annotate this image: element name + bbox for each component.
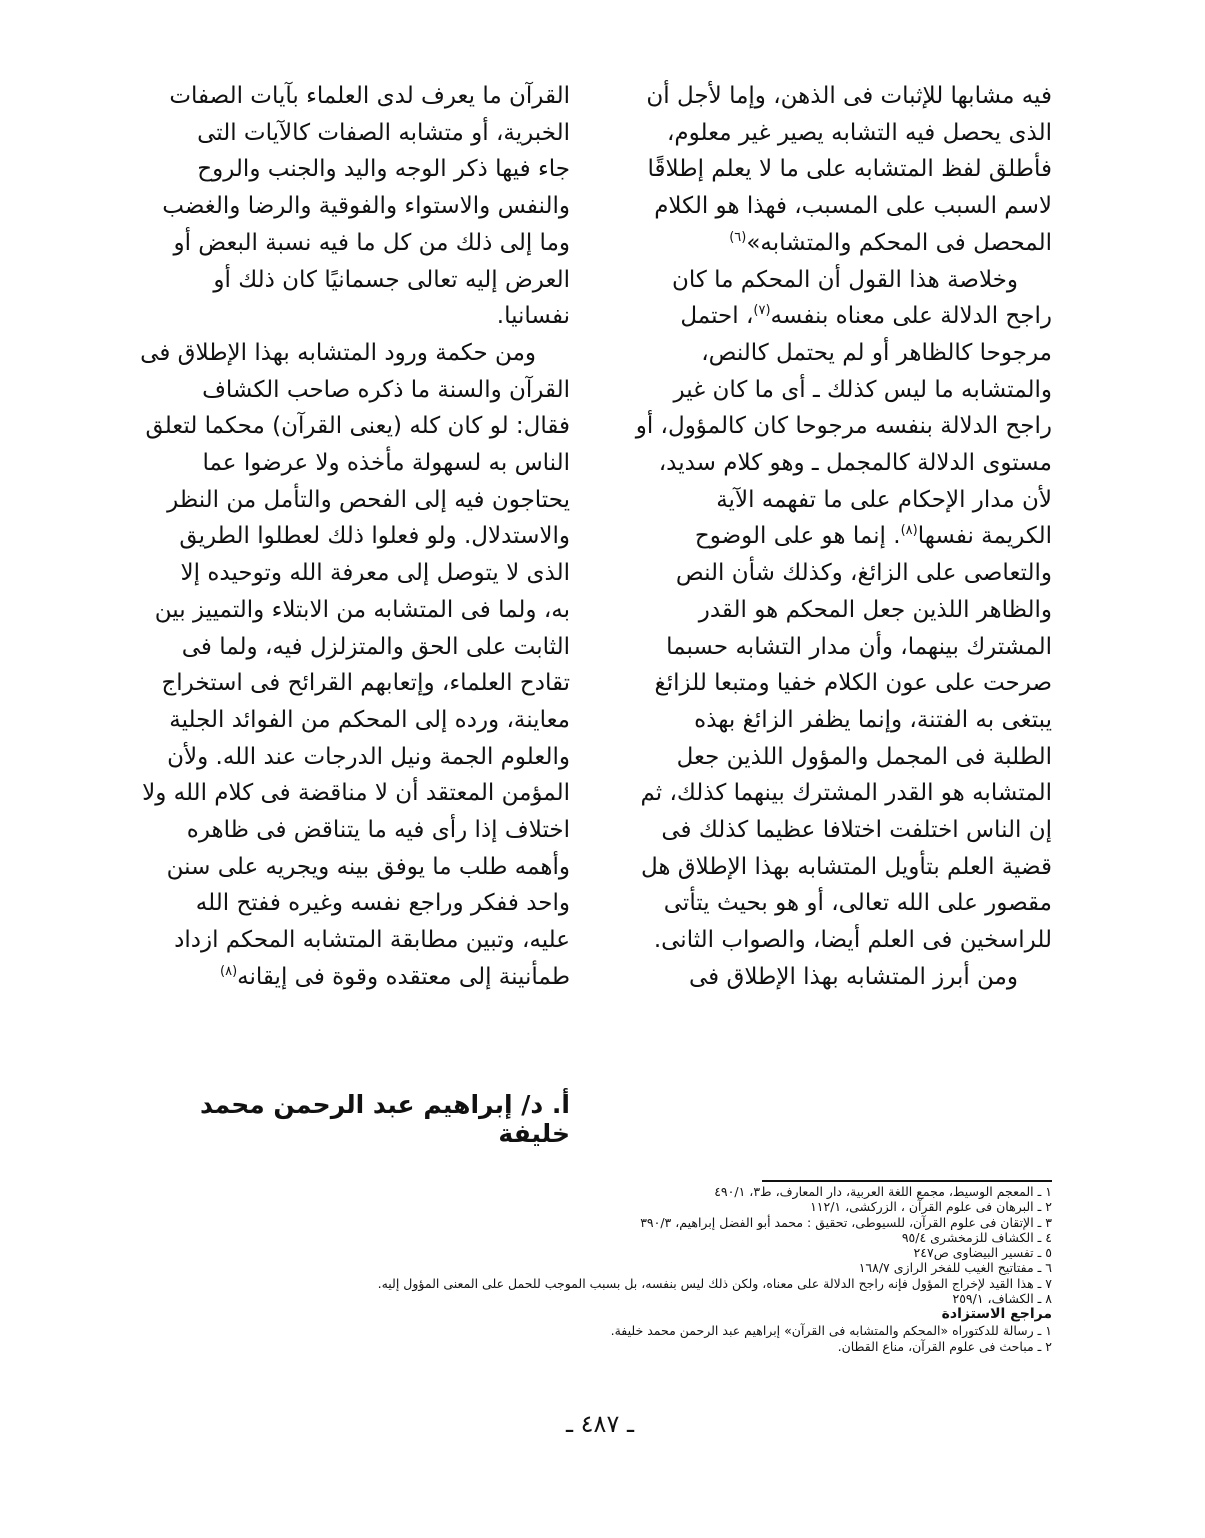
text-line — [612, 298, 1052, 335]
text-line: الثابت على الحق والمتزلزل فيه، ولما فى — [181, 633, 570, 660]
text-line: والمتشابه ما ليس كذلك ـ أى ما كان غير — [673, 376, 1052, 403]
footnote-item: ٧ ـ هذا القيد لإخراج المؤول فإنه راجح الدلالة على معناه، ولكن ذلك ليس بنفسه، بل بسبب الموجب للحمل على المعنى المؤول إليه. — [377, 1275, 1052, 1291]
further-reading-item: ٢ ـ مباحث فى علوم القرآن، مناع القطان. — [837, 1338, 1052, 1354]
text-line: به، ولما فى المتشابه من الابتلاء والتمييز بين — [154, 596, 570, 623]
paragraph-start: ومن أبرز المتشابه بهذا الإطلاق فى — [689, 963, 1018, 990]
text-line — [140, 959, 570, 996]
text-line: نفسانيا. — [496, 303, 570, 330]
paragraph-start: ومن حكمة ورود المتشابه بهذا الإطلاق فى — [140, 339, 536, 366]
further-reading-heading: مراجع الاستزادة — [941, 1306, 1052, 1323]
footnote-ref[interactable]: (٦) — [729, 229, 747, 245]
text-line: لاسم السبب على المسبب، فهذا هو الكلام — [654, 193, 1052, 220]
text-line: والظاهر اللذين جعل المحكم هو القدر — [698, 596, 1052, 623]
text-line: الطلبة فى المجمل والمؤول اللذين جعل — [676, 743, 1052, 770]
text-line: يحتاجون فيه إلى الفحص والتأمل من النظر — [167, 486, 570, 513]
text-line: الذى لا يتوصل إلى معرفة الله وتوحيده إلا — [180, 560, 570, 587]
text-line — [612, 225, 1052, 262]
text-line: والنفس والاستواء والفوقية والرضا والغضب — [162, 193, 570, 220]
text-line: القرآن ما يعرف لدى العلماء بآيات الصفات — [169, 83, 570, 109]
footnote-ref[interactable]: (٨) — [220, 963, 238, 979]
left-text-column — [140, 78, 570, 996]
text-line: لأن مدار الإحكام على ما تفهمه الآية — [716, 486, 1052, 513]
text-fragment: المحصل فى المحكم والمتشابه» — [746, 229, 1052, 256]
text-line: مرجوحا كالظاهر أو لم يحتمل كالنص، — [701, 339, 1052, 366]
text-line: يبتغى به الفتنة، وإنما يظفر الزائغ بهذه — [694, 706, 1052, 733]
text-fragment: . إنما هو على الوضوح — [694, 523, 901, 550]
footnote-item: ٦ ـ مفتاتيح الغيب للفخر الرازى ١٦٨/٧ — [858, 1260, 1052, 1276]
paragraph-start: وخلاصة هذا القول أن المحكم ما كان — [672, 266, 1018, 293]
text-line: فأطلق لفظ المتشابه على ما لا يعلم إطلاقًا — [647, 156, 1052, 183]
further-reading-item: ١ ـ رسالة للدكتوراه «المحكم والمتشابه فى القرآن» إبراهيم عبد الرحمن محمد خليفة. — [610, 1323, 1052, 1339]
footnote-item: ٤ ـ الكشاف للزمخشرى ٩٥/٤ — [901, 1229, 1052, 1245]
text-line: صرحت على عون الكلام خفيا ومتبعا للزائغ — [654, 670, 1052, 697]
footnote-divider — [762, 1180, 1052, 1182]
page-number: ـ ٤٨٧ ـ — [565, 1410, 634, 1438]
text-line: للراسخين فى العلم أيضا، والصواب الثانى. — [653, 927, 1052, 954]
text-line: العرض إليه تعالى جسمانيًا كان ذلك أو — [213, 266, 570, 293]
footnote-item: ١ ـ المعجم الوسيط، مجمع اللغة العربية، دار المعارف، ط٣، ٤٩٠/١ — [714, 1184, 1052, 1199]
text-line: إن الناس اختلفت اختلافا عظيما كذلك فى — [661, 817, 1052, 844]
text-fragment: راجح الدلالة على معناه بنفسه — [770, 303, 1052, 330]
text-fragment: طمأنينة إلى معتقده وقوة فى إيقانه — [237, 963, 570, 990]
footnote-ref[interactable]: (٧) — [753, 303, 771, 319]
text-line: عليه، وتبين مطابقة المتشابه المحكم ازداد — [174, 927, 570, 954]
text-line: مستوى الدلالة كالمجمل ـ وهو كلام سديد، — [658, 450, 1052, 477]
text-line: راجح الدلالة بنفسه مرجوحا كان كالمؤول، أو — [635, 413, 1052, 440]
author-signature: أ. د/ إبراهيم عبد الرحمن محمد خليفة — [200, 1090, 570, 1148]
text-line: والاستدلال. ولو فعلوا ذلك لعطلوا الطريق — [179, 523, 570, 550]
footnote-item: ٥ ـ تفسير البيضاوى ص٢٤٧ — [913, 1245, 1052, 1261]
text-line: مقصور على الله تعالى، أو هو بحيث يتأتى — [663, 890, 1052, 917]
text-line: فيه مشابها للإثبات فى الذهن، وإما لأجل أن — [646, 83, 1052, 109]
text-line: معاينة، ورده إلى المحكم من الفوائد الجلية — [169, 706, 570, 733]
footnote-item: ٢ ـ البرهان فى علوم القرآن ، الزركشى، ١١٢/١ — [810, 1199, 1052, 1215]
text-line: تقادح العلماء، وإتعابهم القرائح فى استخراج — [161, 670, 570, 697]
text-line: وأهمه طلب ما يوفق بينه ويجريه على سنن — [166, 853, 570, 880]
text-fragment: ، احتمل — [680, 303, 754, 330]
text-line: قضية العلم بتأويل المتشابه بهذا الإطلاق هل — [640, 853, 1052, 880]
text-line: وما إلى ذلك من كل ما فيه نسبة البعض أو — [173, 229, 570, 256]
text-line: القرآن والسنة ما ذكره صاحب الكشاف — [202, 376, 570, 403]
text-fragment: الكريمة نفسها — [917, 523, 1052, 550]
footnote-item: ٨ ـ الكشاف، ٢٥٩/١ — [952, 1291, 1052, 1307]
text-line: واحد ففكر وراجع نفسه وغيره ففتح الله — [195, 890, 570, 917]
text-line: المتشابه هو القدر المشترك بينهما كذلك، ثم — [640, 780, 1052, 807]
text-line: الخبرية، أو متشابه الصفات كالآيات التى — [197, 119, 570, 146]
text-line: المؤمن المعتقد أن لا مناقضة فى كلام الله ولا — [142, 780, 570, 807]
text-line: اختلاف إذا رأى فيه ما يتناقض فى ظاهره — [186, 817, 570, 844]
text-line: المشترك بينهما، وأن مدار التشابه حسبما — [666, 633, 1052, 660]
text-line — [612, 518, 1052, 555]
text-line: الذى يحصل فيه التشابه يصير غير معلوم، — [666, 119, 1052, 146]
text-line: والتعاصى على الزائغ، وكذلك شأن النص — [675, 560, 1052, 587]
footnote-ref[interactable]: (٨) — [900, 523, 918, 539]
text-line: جاء فيها ذكر الوجه واليد والجنب والروح — [197, 156, 570, 183]
text-line: والعلوم الجمة ونيل الدرجات عند الله. ولأن — [167, 743, 570, 770]
right-text-column — [612, 78, 1052, 996]
footnote-item: ٣ ـ الإتقان فى علوم القرآن، للسيوطى، تحقيق : محمد أبو الفضل إبراهيم، ٣٩٠/٣ — [640, 1214, 1052, 1230]
footnotes-section — [250, 1184, 1052, 1354]
text-line: الناس به لسهولة مأخذه ولا عرضوا عما — [202, 450, 570, 477]
text-line: فقال: لو كان كله (يعنى القرآن) محكما لتعلق — [145, 413, 570, 440]
